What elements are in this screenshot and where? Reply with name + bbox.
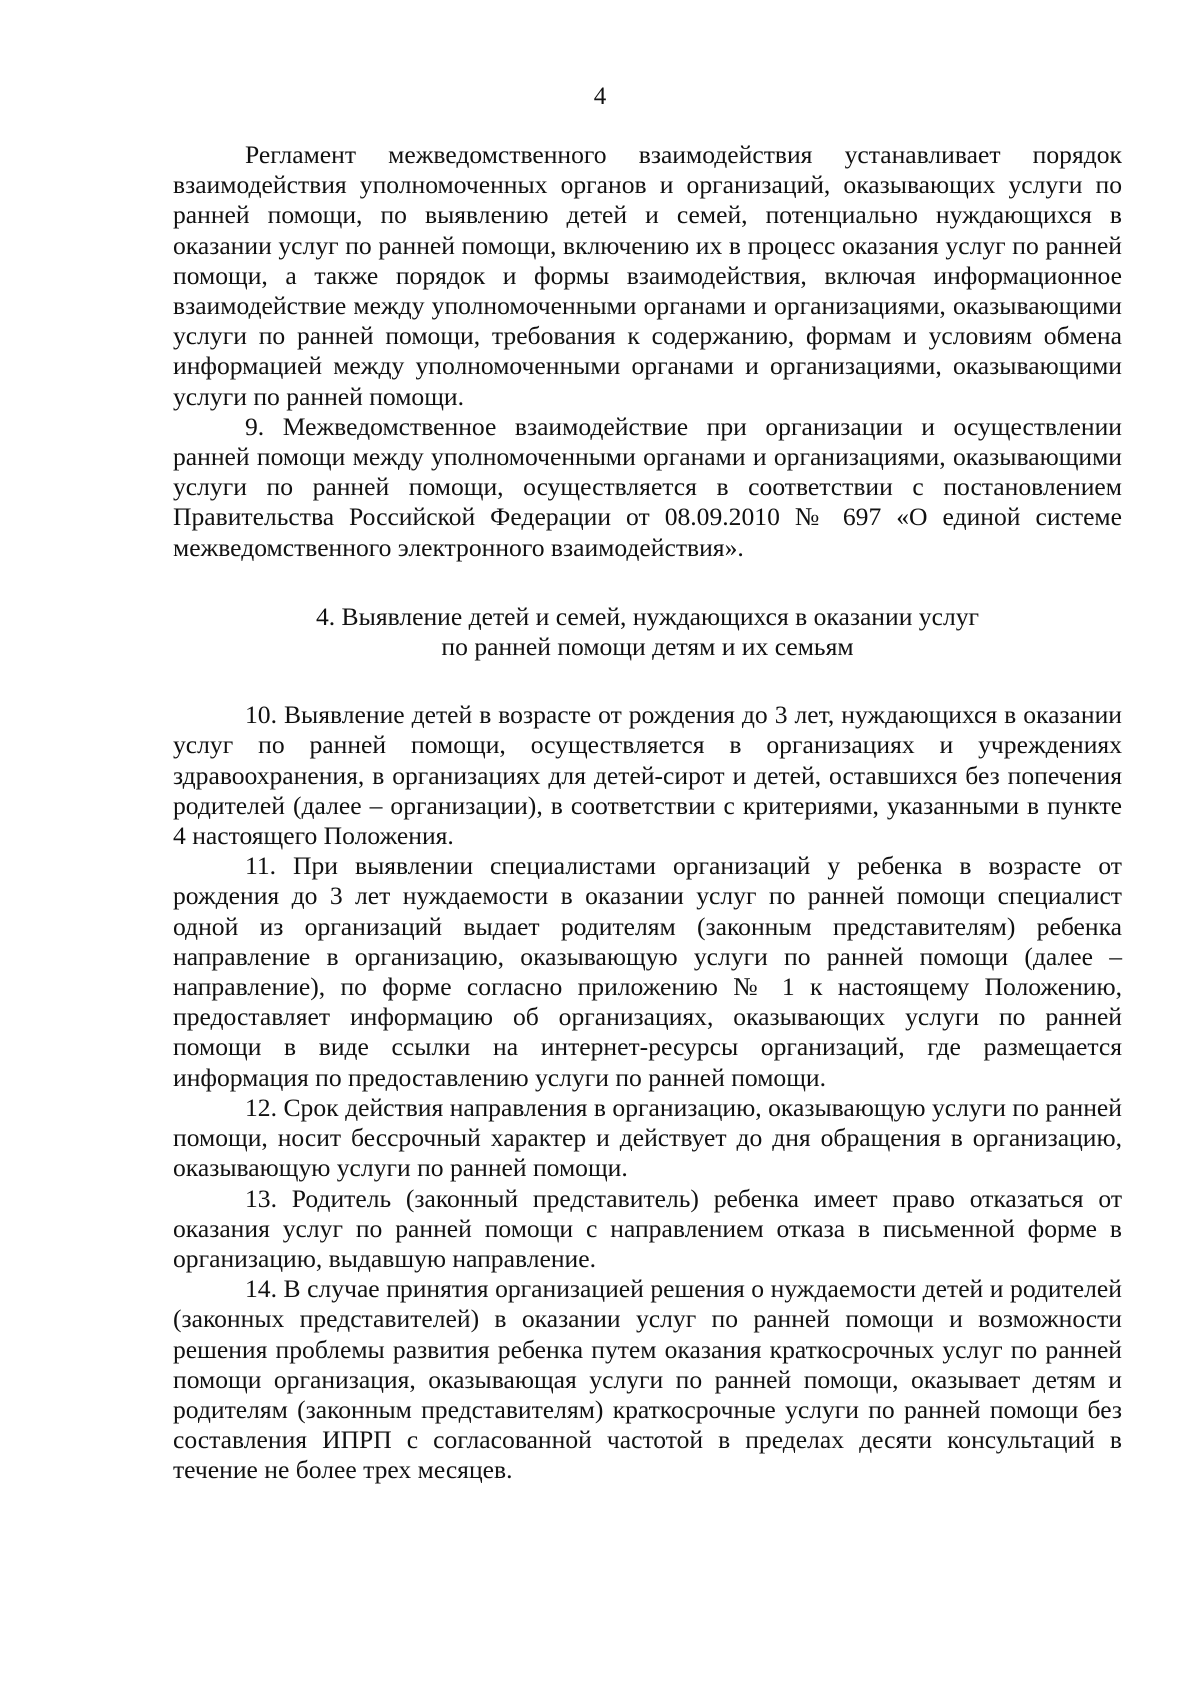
paragraph-item-13: 13. Родитель (законный представитель) ребенка имеет право отказаться от оказания услуг по ранней помощи с направлением отказа в письменной форме в организацию, выдавшую направление. bbox=[173, 1183, 1122, 1273]
paragraph-item-12: 12. Срок действия направления в организацию, оказывающую услуги по ранней помощи, носит бессрочный характер и действует до дня обращения в организацию, оказывающую услуги по ранней помощи. bbox=[173, 1092, 1122, 1183]
page-number: 4 bbox=[593, 83, 607, 110]
section-heading bbox=[173, 602, 1122, 662]
section-heading-line-1: 4. Выявление детей и семей, нуждающихся в оказании услуг bbox=[315, 601, 980, 631]
document-body bbox=[173, 140, 1122, 1486]
paragraph-item-10: 10. Выявление детей в возрасте от рождения до 3 лет, нуждающихся в оказании услуг по ранней помощи, осуществляется в организациях и учреждениях здравоохранения, в организациях для детей-сирот и детей, оставшихся без попечения родителей (далее – организации), в соответствии с критериями, указанными в пункте 4 настоящего Положения. bbox=[173, 700, 1122, 851]
paragraph-regulation-intro: Регламент межведомственного взаимодействия устанавливает порядок взаимодействия уполномоченных органов и организаций, оказывающих услуги по ранней помощи, по выявлению детей и семей, потенциально нуждающихся в оказании услуг по ранней помощи, включению их в процесс оказания услуг по ранней помощи, а также порядок и формы взаимодействия, включая информационное взаимодействие между уполномоченными органами и организациями, оказывающими услуги по ранней помощи, требования к содержанию, формам и условиям обмена информацией между уполномоченными органами и организациями, оказывающими услуги по ранней помощи. bbox=[173, 140, 1122, 411]
paragraph-item-14: 14. В случае принятия организацией решения о нуждаемости детей и родителей (законных представителей) в оказании услуг по ранней помощи и возможности решения проблемы развития ребенка путем оказания краткосрочных услуг по ранней помощи организация, оказывающая услуги по ранней помощи, оказывает детям и родителям (законным представителям) краткосрочные услуги по ранней помощи без составления ИПРП с согласованной частотой в пределах десяти консультаций в течение не более трех месяцев. bbox=[173, 1274, 1122, 1485]
paragraph-item-9: 9. Межведомственное взаимодействие при организации и осуществлении ранней помощи между уполномоченными органами и организациями, оказывающими услуги по ранней помощи, осуществляется в соответствии с постановлением Правительства Российской Федерации от 08.09.2010 № 697 «О единой системе межведомственного электронного взаимодействия». bbox=[173, 411, 1122, 562]
paragraph-item-11: 11. При выявлении специалистами организаций у ребенка в возрасте от рождения до 3 лет нуждаемости в оказании услуг по ранней помощи специалист одной из организаций выдает родителям (законным представителям) ребенка направление в организацию, оказывающую услуги по ранней помощи (далее – направление), по форме согласно приложению № 1 к настоящему Положению, предоставляет информацию об организациях, оказывающих услуги по ранней помощи в виде ссылки на интернет-ресурсы организаций, где размещается информация по предоставлению услуги по ранней помощи. bbox=[173, 851, 1122, 1092]
section-heading-line-2: по ранней помощи детям и их семьям bbox=[441, 632, 854, 662]
